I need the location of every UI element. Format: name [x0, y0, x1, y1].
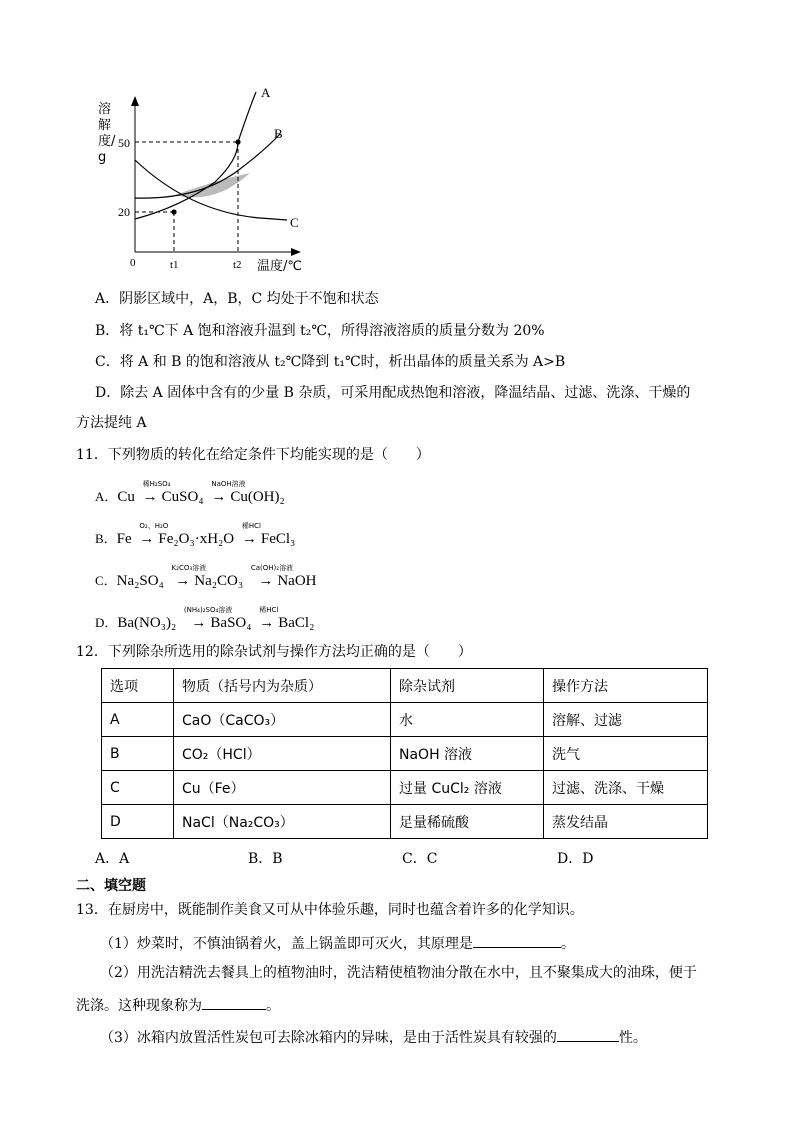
- table-cell: Cu（Fe）: [174, 771, 391, 805]
- arrow-1: 稀H₂SO₄ →: [142, 480, 171, 505]
- condition: (NH₄)₂SO₄溶液: [183, 606, 233, 614]
- condition: 稀HCl: [241, 522, 261, 530]
- table-cell: A: [102, 703, 174, 737]
- table-cell: 过量 CuCl₂ 溶液: [391, 771, 544, 805]
- question-text: （3）冰箱内放置活性炭包可去除冰箱内的异味，是由于活性炭具有较强的: [100, 1030, 557, 1046]
- answer-blank[interactable]: [557, 1027, 619, 1042]
- table-cell: C: [102, 771, 174, 805]
- y-tick-50: 50: [118, 136, 130, 150]
- table-cell: D: [102, 805, 174, 839]
- condition: 稀H₂SO₄: [142, 480, 171, 488]
- table-cell: 蒸发结晶: [544, 805, 708, 839]
- q10-option-b: B．将 t₁℃下 A 饱和溶液升温到 t₂℃，所得溶液溶质的质量分数为 20%: [95, 323, 545, 339]
- product: BaCl₂: [278, 615, 315, 631]
- intermediate: Na₂CO₃: [194, 573, 244, 589]
- option-letter: D．: [95, 615, 118, 630]
- product: Cu(OH)₂: [230, 489, 285, 505]
- q11-option-d: [95, 606, 315, 632]
- header-cell: 选项: [102, 669, 174, 703]
- table-cell: NaOH 溶液: [391, 737, 544, 771]
- q10-option-d-cont: 方法提纯 A: [76, 415, 147, 431]
- q12-answer-c: C．C: [402, 851, 438, 867]
- q12-answer-d: D．D: [557, 851, 594, 867]
- arrow-1: (NH₄)₂SO₄溶液 →: [183, 606, 233, 631]
- x-axis-label: 温度/℃: [257, 259, 302, 274]
- solubility-chart: [90, 82, 410, 272]
- q11-option-a: [95, 480, 285, 506]
- q12-answer-a: A．A: [95, 851, 130, 867]
- table-cell: 洗气: [544, 737, 708, 771]
- q10-option-d: D．除去 A 固体中含有的少量 B 杂质，可采用配成热饱和溶液，降温结晶、过滤、洗涤、干燥的: [95, 385, 691, 401]
- table-row: [102, 737, 708, 771]
- q12-stem: 12．下列除杂所选用的除杂试剂与操作方法均正确的是（ ）: [76, 644, 472, 660]
- curve-label-b: B: [274, 126, 283, 141]
- x-tick-0: 0: [130, 257, 136, 269]
- condition: Ca(OH)₂溶液: [250, 564, 294, 572]
- reactant: Cu: [117, 489, 135, 505]
- q13-part-1: [100, 933, 575, 953]
- arrow-2: Ca(OH)₂溶液 →: [250, 564, 294, 589]
- header-cell: 物质（括号内为杂质）: [174, 669, 391, 703]
- table-cell: 水: [391, 703, 544, 737]
- intermediate: Fe₂O₃·xH₂O: [158, 531, 235, 547]
- table-cell: NaCl（Na₂CO₃）: [174, 805, 391, 839]
- table-cell: CaO（CaCO₃）: [174, 703, 391, 737]
- q10-option-c: C．将 A 和 B 的饱和溶液从 t₂℃降到 t₁℃时，析出晶体的质量关系为 A>B: [95, 354, 566, 370]
- option-letter: C．: [95, 573, 117, 588]
- q12-table: [101, 668, 708, 839]
- condition: NaOH溶液: [211, 480, 246, 488]
- table-row: [102, 703, 708, 737]
- table-cell: B: [102, 737, 174, 771]
- table-cell: 足量稀硫酸: [391, 805, 544, 839]
- q13-part-2: （2）用洗洁精洗去餐具上的植物油时，洗洁精使植物油分散在水中，且不聚集成大的油珠，便于: [100, 965, 697, 981]
- question-text: 洗涤。这种现象称为: [76, 998, 202, 1014]
- curve-label-c: C: [290, 215, 299, 230]
- reactant: Na₂SO₄: [116, 573, 164, 589]
- arrow-2: 稀HCl →: [241, 522, 261, 547]
- x-tick-t1: t1: [170, 259, 179, 271]
- point-t2-50: [235, 139, 240, 144]
- curve-label-a: A: [261, 85, 271, 100]
- table-header-row: [102, 669, 708, 703]
- q10-option-a: A．阴影区域中，A，B，C 均处于不饱和状态: [95, 291, 379, 307]
- header-cell: 操作方法: [544, 669, 708, 703]
- punctuation: 性。: [618, 1030, 647, 1046]
- arrow-1: K₂CO₃溶液 →: [171, 564, 207, 589]
- q11-stem: 11．下列物质的转化在给定条件下均能实现的是（ ）: [76, 447, 430, 463]
- y-axis-label: 溶解度/g: [98, 102, 116, 165]
- answer-blank[interactable]: [202, 995, 266, 1010]
- table-cell: 溶解、过滤: [544, 703, 708, 737]
- condition: O₂、H₂O: [139, 522, 169, 530]
- x-axis-arrow: [291, 248, 301, 256]
- section-title: 二、填空题: [76, 878, 146, 894]
- q12-answer-b: B．B: [248, 851, 283, 867]
- question-text: （1）炒菜时，不慎油锅着火，盖上锅盖即可灭火，其原理是: [100, 936, 473, 952]
- q13-part-3: [100, 1027, 647, 1047]
- reactant: Ba(NO₃)₂: [117, 615, 177, 631]
- table-cell: 过滤、洗涤、干燥: [544, 771, 708, 805]
- arrow-2: NaOH溶液 →: [211, 480, 246, 505]
- condition: K₂CO₃溶液: [171, 564, 207, 572]
- y-tick-20: 20: [118, 205, 130, 219]
- product: NaOH: [277, 573, 317, 589]
- punctuation: 。: [266, 998, 280, 1014]
- answer-blank[interactable]: [473, 933, 561, 948]
- option-letter: A．: [95, 489, 118, 504]
- q13-part-2-cont: [76, 995, 280, 1015]
- condition: 稀HCl: [259, 606, 279, 614]
- table-row: [102, 771, 708, 805]
- y-axis-arrow: [131, 96, 139, 106]
- arrow-2: 稀HCl →: [259, 606, 279, 631]
- option-letter: B．: [95, 531, 117, 546]
- header-cell: 除杂试剂: [391, 669, 544, 703]
- point-t1-20: [171, 209, 176, 214]
- table-cell: CO₂（HCl）: [174, 737, 391, 771]
- reactant: Fe: [116, 531, 132, 547]
- intermediate: CuSO₄: [161, 489, 204, 505]
- table-row: [102, 805, 708, 839]
- arrow-1: O₂、H₂O →: [139, 522, 169, 547]
- q13-stem: 13．在厨房中，既能制作美食又可从中体验乐趣，同时也蕴含着许多的化学知识。: [76, 902, 584, 918]
- product: FeCl₃: [260, 531, 296, 547]
- q11-option-c: [95, 564, 317, 590]
- punctuation: 。: [560, 936, 575, 952]
- x-tick-t2: t2: [233, 259, 242, 271]
- q11-option-b: [95, 522, 296, 548]
- intermediate: BaSO₄: [210, 615, 252, 631]
